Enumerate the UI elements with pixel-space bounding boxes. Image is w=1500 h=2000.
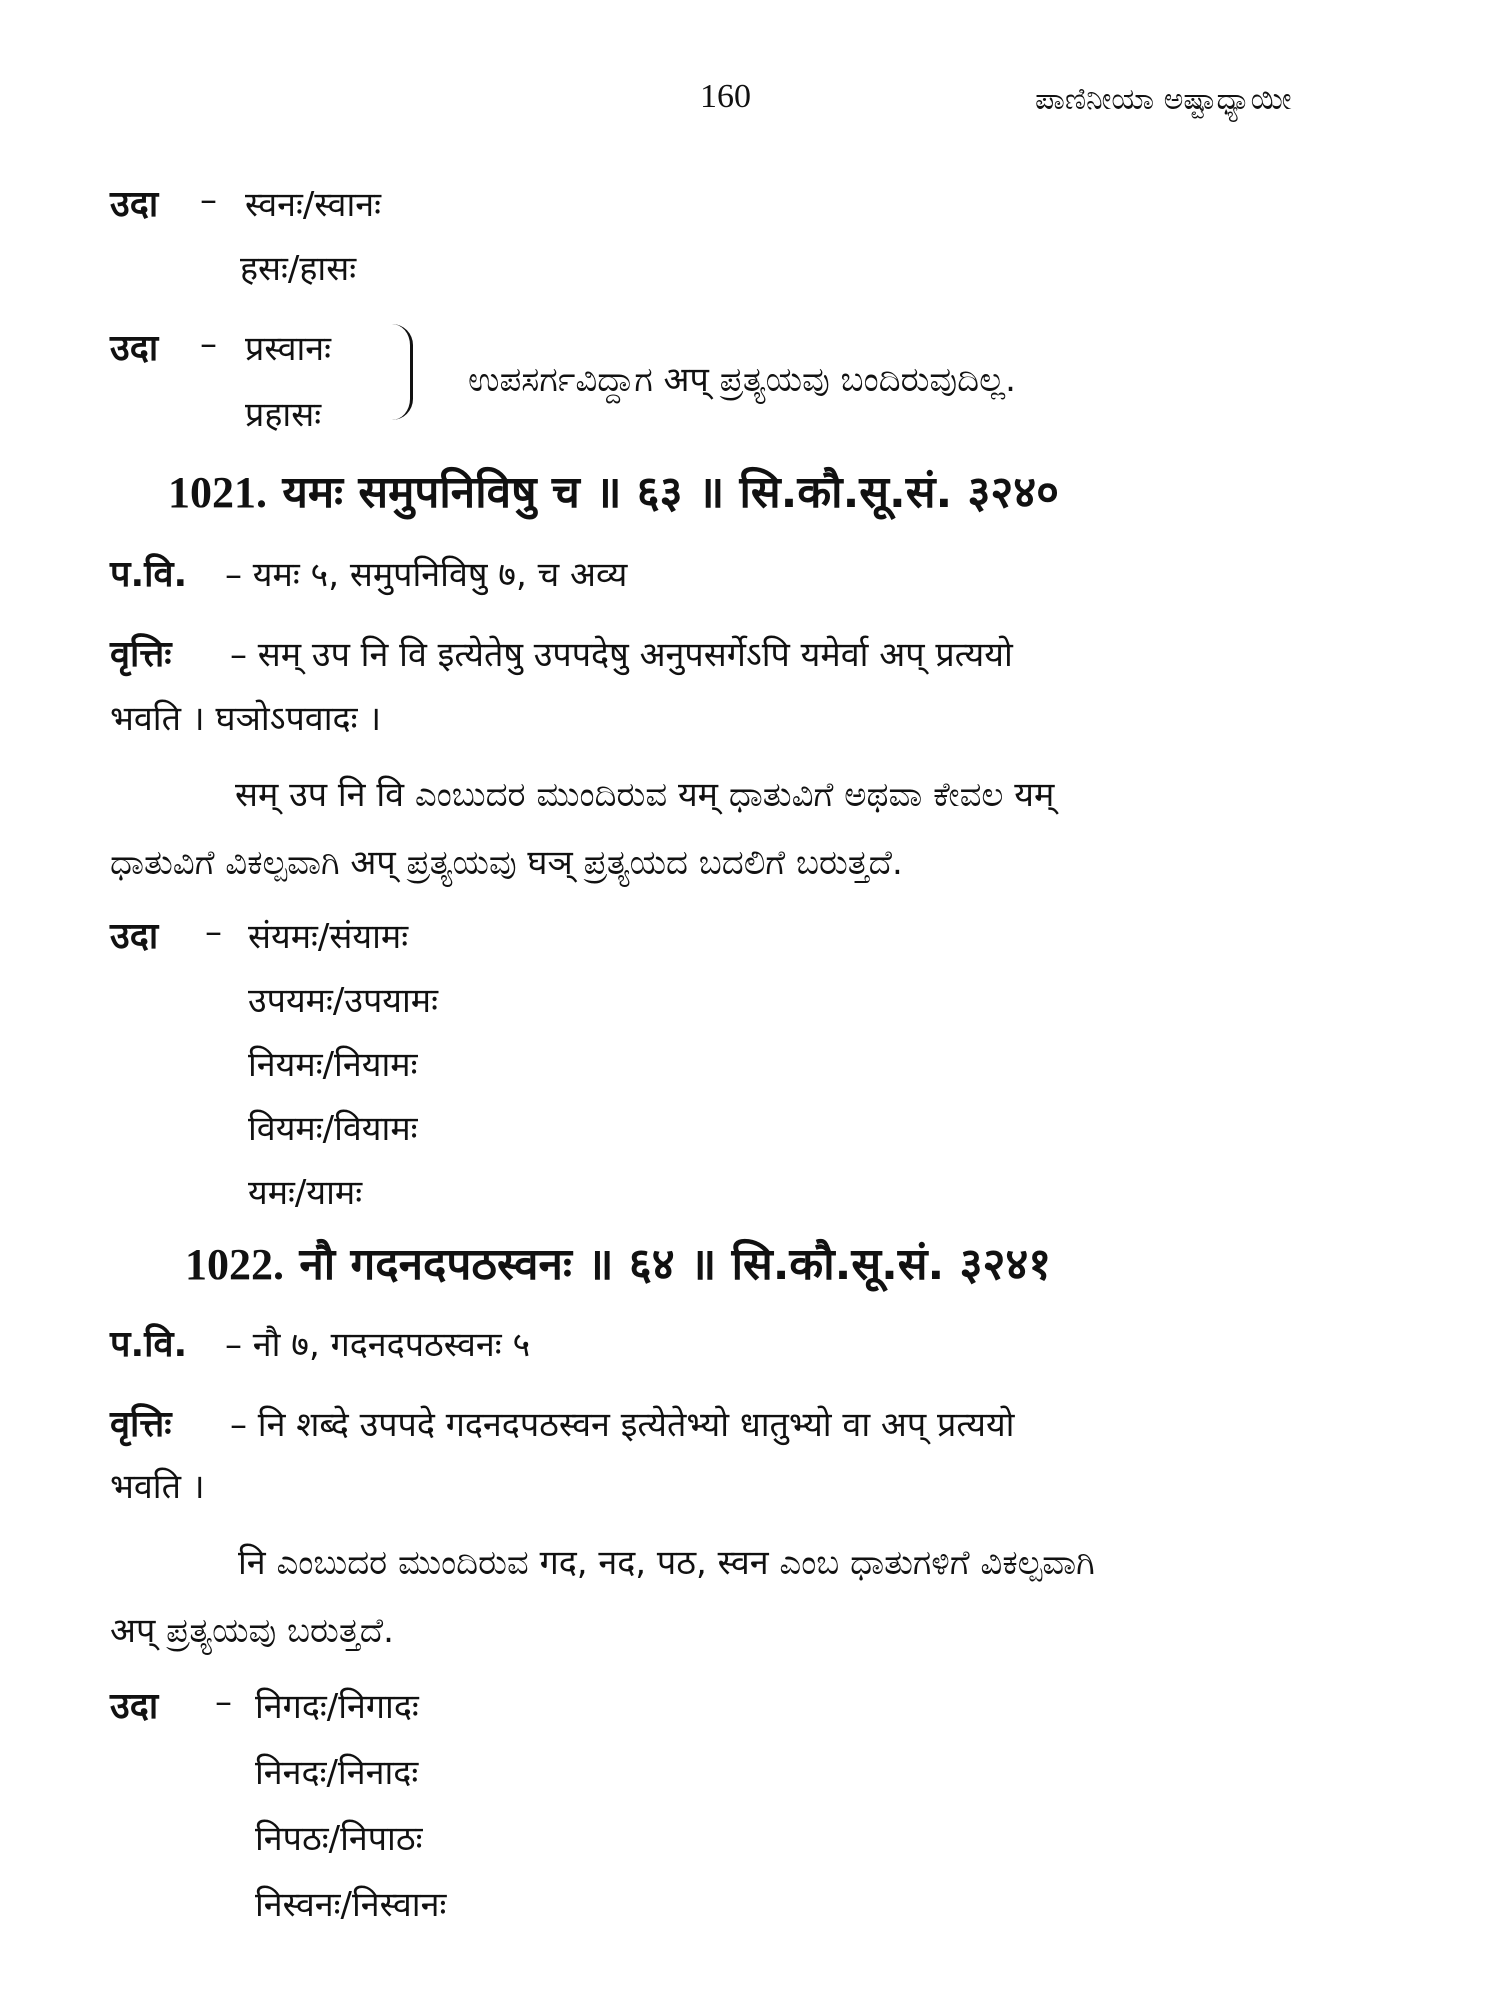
pavi-text: – यमः ५, समुपनिविषु ७, च अव्य bbox=[225, 555, 628, 595]
example-line: निस्वनः/निस्वानः bbox=[255, 1885, 447, 1925]
pavi-label: प.वि. bbox=[110, 1324, 188, 1365]
kannada-explanation: सम् उप नि वि ಎಂಬುದರ ಮುಂದಿರುವ यम् ಧಾತುವಿಗೆ ಅಥವಾ ಕೇವಲ यम् bbox=[235, 775, 1055, 815]
example-line: निपठः/निपाठः bbox=[255, 1819, 423, 1859]
uda-dash: – bbox=[215, 1682, 232, 1722]
sutra-heading bbox=[185, 1232, 1051, 1292]
running-title: ಪಾಣಿನೀಯಾ ಅಷ್ಟಾಧ್ಯಾಯೀ bbox=[1035, 82, 1292, 117]
uda-dash: – bbox=[200, 324, 217, 364]
vritti-line: – सम् उप नि वि इत्येतेषु उपपदेषु अनुपसर्गेऽपि यमेर्वा अप् प्रत्ययो bbox=[230, 635, 1013, 675]
example-line: प्रहासः bbox=[245, 395, 322, 435]
uda-label: उदा bbox=[110, 916, 159, 957]
sutra-number: 1022. bbox=[185, 1240, 284, 1289]
pavi-text: – नौ ७, गदनदपठस्वनः ५ bbox=[225, 1325, 531, 1365]
example-line: उपयमः/उपयामः bbox=[248, 981, 438, 1021]
vritti-line: भवति । घञोऽपवादः । bbox=[110, 699, 382, 739]
upasarga-note: ಉಪಸರ್ಗವಿದ್ದಾಗ अप् ಪ್ರತ್ಯಯವು ಬಂದಿರುವುದಿಲ್ಲ. bbox=[468, 360, 1016, 400]
vritti-label: वृत्तिः bbox=[110, 634, 172, 675]
example-line: यमः/यामः bbox=[248, 1173, 363, 1213]
example-line: निगदः/निगादः bbox=[255, 1687, 419, 1727]
example-line: नियमः/नियामः bbox=[248, 1045, 418, 1085]
kannada-explanation: अप् ಪ್ರತ್ಯಯವು ಬರುತ್ತದೆ. bbox=[110, 1611, 394, 1651]
page-number: 160 bbox=[700, 78, 751, 115]
sutra-text: नौ गदनदपठस्वनः ॥ ६४ ॥ सि.कौ.सू.सं. ३२४१ bbox=[299, 1239, 1052, 1290]
example-line: स्वनः/स्वानः bbox=[245, 185, 381, 225]
kannada-explanation: नि ಎಂಬುದರ ಮುಂದಿರುವ गद, नद, पठ, स्वन ಎಂಬ ಧಾತುಗಳಿಗೆ ವಿಕಲ್ಪವಾಗಿ bbox=[238, 1543, 1095, 1583]
vritti-line: – नि शब्दे उपपदे गदनदपठस्वन इत्येतेभ्यो धातुभ्यो वा अप् प्रत्ययो bbox=[230, 1405, 1015, 1445]
example-line: संयमः/संयामः bbox=[248, 917, 409, 957]
uda-label: उदा bbox=[110, 328, 159, 369]
sutra-number: 1021. bbox=[168, 468, 267, 517]
example-line: निनदः/निनादः bbox=[255, 1753, 419, 1793]
example-line: हसः/हासः bbox=[240, 249, 357, 289]
uda-label: उदा bbox=[110, 1686, 159, 1727]
uda-label: उदा bbox=[110, 184, 159, 225]
uda-dash: – bbox=[205, 912, 222, 952]
example-line: वियमः/वियामः bbox=[248, 1109, 418, 1149]
sutra-heading bbox=[168, 460, 1059, 520]
vritti-line: भवति । bbox=[110, 1467, 205, 1507]
example-line: प्रस्वानः bbox=[245, 329, 332, 369]
vritti-label: वृत्तिः bbox=[110, 1404, 172, 1445]
pavi-label: प.वि. bbox=[110, 554, 188, 595]
uda-dash: – bbox=[200, 180, 217, 220]
kannada-explanation: ಧಾತುವಿಗೆ ವಿಕಲ್ಪವಾಗಿ अप् ಪ್ರತ್ಯಯವು घञ् ಪ್ರತ್ಯಯದ ಬದಲಿಗೆ ಬರುತ್ತದೆ. bbox=[110, 843, 903, 883]
sutra-text: यमः समुपनिविषु च ॥ ६३ ॥ सि.कौ.सू.सं. ३२४० bbox=[282, 467, 1060, 518]
brace bbox=[392, 324, 413, 420]
